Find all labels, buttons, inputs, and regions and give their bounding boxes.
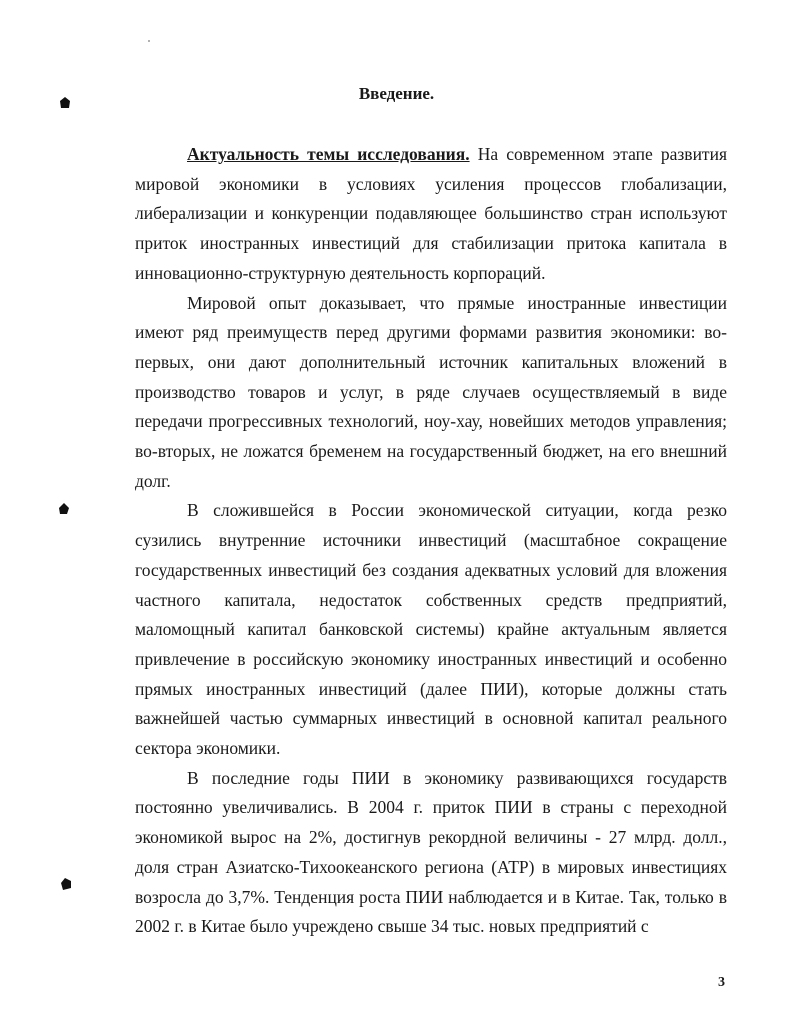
scan-speck (148, 40, 150, 42)
paragraph-2: Мировой опыт доказывает, что прямые иностранные инвестиции имеют ряд преимуществ перед другими формами развития экономики: во-первых, они дают дополнительный источник капитальных вложений в производство товаров и услуг, в ряде случаев осуществляемый в виде передачи прогрессивных технологий, ноу-хау, новейших методов управления; во-вторых, не ложатся бременем на государственный бюджет, на его внешний долг. (135, 292, 727, 491)
paragraph-3: В сложившейся в России экономической ситуации, когда резко сузились внутренние источники инвестиций (масштабное сокращение государственных инвестиций без создания адекватных условий для вложения частного капитала, недостаток собственных средств предприятий, маломощный капитал банковской системы) крайне актуальным является привлечение в российскую экономику иностранных инвестиций и особенно прямых иностранных инвестиций (далее ПИИ), которые должны стать важнейшей частью суммарных инвестиций в основной капитал реального сектора экономики. (135, 500, 727, 759)
section-heading: Введение. (358, 84, 435, 103)
paragraph-lead: Актуальность темы исследования. (187, 144, 470, 164)
page-number: 3 (718, 975, 725, 990)
paragraph-1 (135, 140, 727, 289)
punch-hole-mark-bottom (59, 877, 73, 891)
punch-hole-mark-middle (57, 502, 71, 516)
body-text (135, 140, 727, 942)
paragraph-text: На современном этапе развития мировой экономики в условиях усиления процессов глобализации, либерализации и конкуренции подавляющее большинство стран используют приток иностранных инвестиций для стабилизации притока капитала в инновационно-структурную деятельность корпораций. (135, 144, 727, 283)
paragraph-4: В последние годы ПИИ в экономику развивающихся государств постоянно увеличивались. В 2004 г. приток ПИИ в страны с переходной экономикой вырос на 2%, достигнув рекордной величины - 27 млрд. долл., доля стран Азиатско-Тихоокеанского региона (АТР) в мировых инвестициях возросла до 3,7%. Тенденция роста ПИИ наблюдается и в Китае. Так, только в 2002 г. в Китае было учреждено свыше 34 тыс. новых предприятий с (135, 767, 727, 937)
